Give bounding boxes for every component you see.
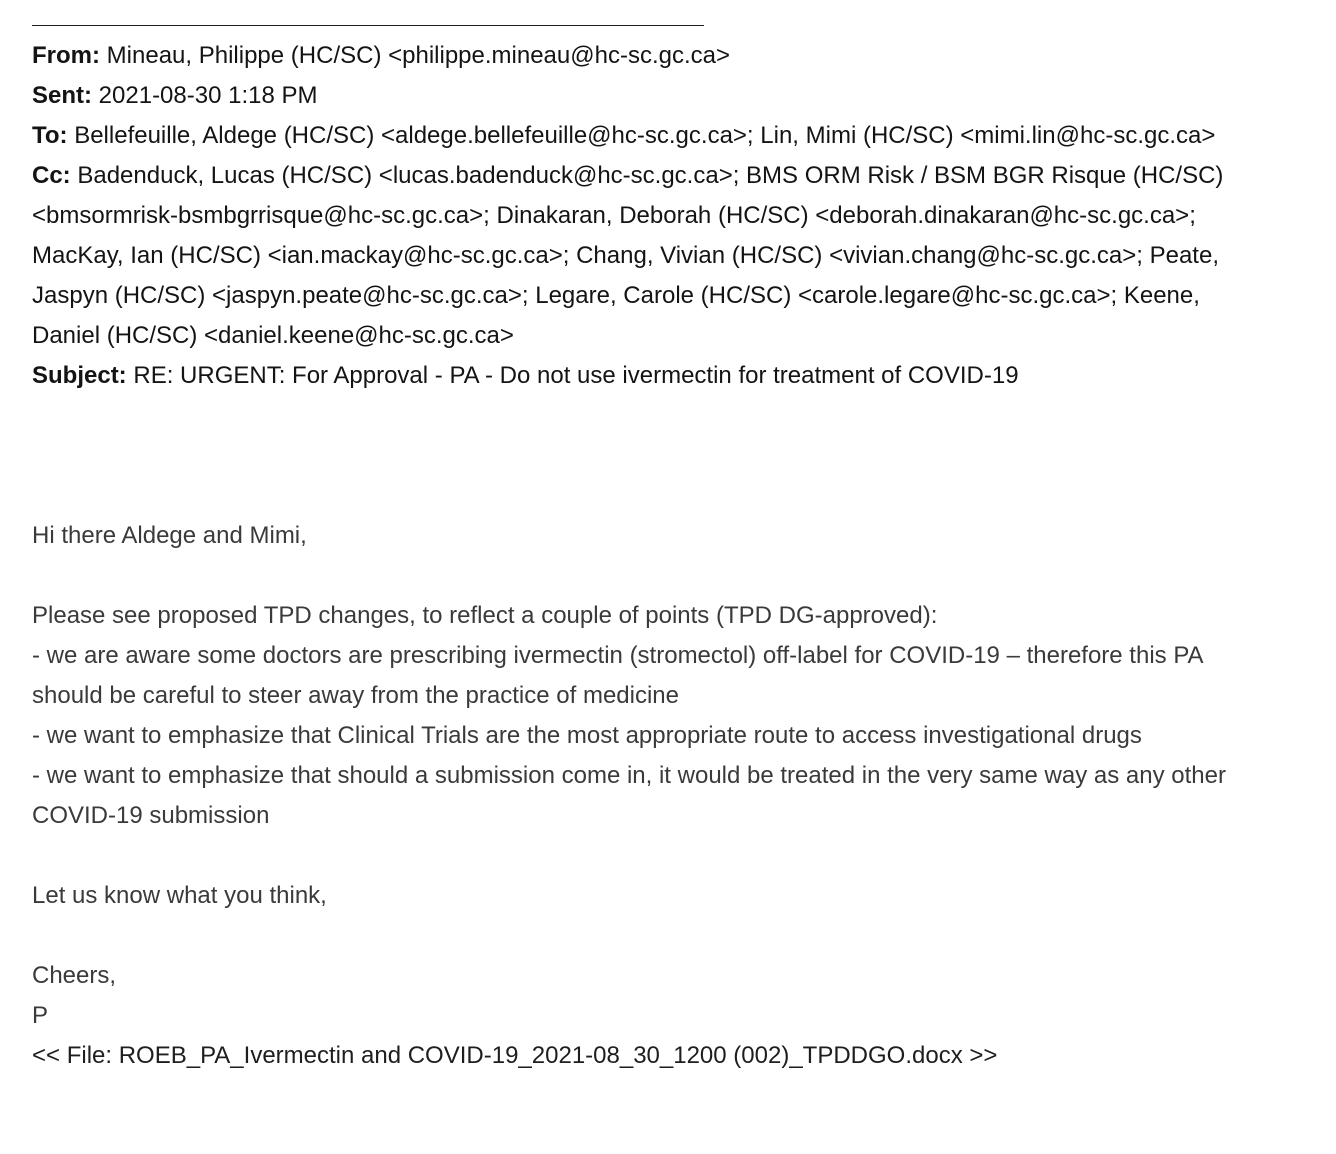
signature: P (32, 1002, 49, 1029)
email-body (32, 516, 1262, 1076)
cc-label: Cc: (32, 162, 71, 189)
intro-paragraph: Please see proposed TPD changes, to reflect a couple of points (TPD DG-approved): (32, 602, 938, 629)
blank-line (32, 556, 1262, 596)
sent-line (32, 76, 1262, 116)
attachment-reference: << File: ROEB_PA_Ivermectin and COVID-19_2021-08_30_1200 (002)_TPDDGO.docx >> (32, 1042, 998, 1069)
closing-request: Let us know what you think, (32, 882, 327, 909)
email-header (32, 36, 1262, 396)
blank-line (32, 836, 1262, 876)
to-value: Bellefeuille, Aldege (HC/SC) <aldege.bellefeuille@hc-sc.gc.ca>; Lin, Mimi (HC/SC) <mimi.lin@hc-sc.gc.ca> (74, 122, 1216, 149)
subject-value: RE: URGENT: For Approval - PA - Do not use ivermectin for treatment of COVID-19 (133, 362, 1019, 389)
bullet-item-1: - we are aware some doctors are prescribing ivermectin (stromectol) off-label for COVID-19 – therefore this PA should be careful to steer away from the practice of medicine (32, 642, 1209, 709)
header-separator-line (32, 25, 704, 26)
bullet-item-2: - we want to emphasize that Clinical Trials are the most appropriate route to access investigational drugs (32, 722, 1142, 749)
from-value: Mineau, Philippe (HC/SC) <philippe.mineau@hc-sc.gc.ca> (106, 42, 730, 69)
cc-line (32, 156, 1262, 356)
blank-line (32, 916, 1262, 956)
sent-label: Sent: (32, 82, 92, 109)
to-label: To: (32, 122, 68, 149)
subject-label: Subject: (32, 362, 127, 389)
sent-value: 2021-08-30 1:18 PM (98, 82, 318, 109)
bullet-item-3: - we want to emphasize that should a submission come in, it would be treated in the very same way as any other COVID-19 submission (32, 762, 1233, 829)
from-line (32, 36, 1262, 76)
subject-line (32, 356, 1262, 396)
to-line (32, 116, 1262, 156)
greeting: Hi there Aldege and Mimi, (32, 522, 307, 549)
sign-off: Cheers, (32, 962, 117, 989)
cc-value: Badenduck, Lucas (HC/SC) <lucas.badenduck@hc-sc.gc.ca>; BMS ORM Risk / BSM BGR Risque (HC/SC) <bmsormrisk-bsmbgrrisque@hc-sc.gc.ca>; Dinakaran, Deborah (HC/SC) <deborah.dinakaran@hc-sc.gc.ca>; MacKay, Ian (HC/SC) <ian.mackay@hc-sc.gc.ca>; Chang, Vivian (HC/SC) <vivian.chang@hc-sc.gc.ca>; Peate, Jaspyn (HC/SC) <jaspyn.peate@hc-sc.gc.ca>; Legare, Carole (HC/SC) <carole.legare@hc-sc.gc.ca>; Keene, Daniel (HC/SC) <daniel.keene@hc-sc.gc.ca> (32, 162, 1231, 349)
from-label: From: (32, 42, 100, 69)
